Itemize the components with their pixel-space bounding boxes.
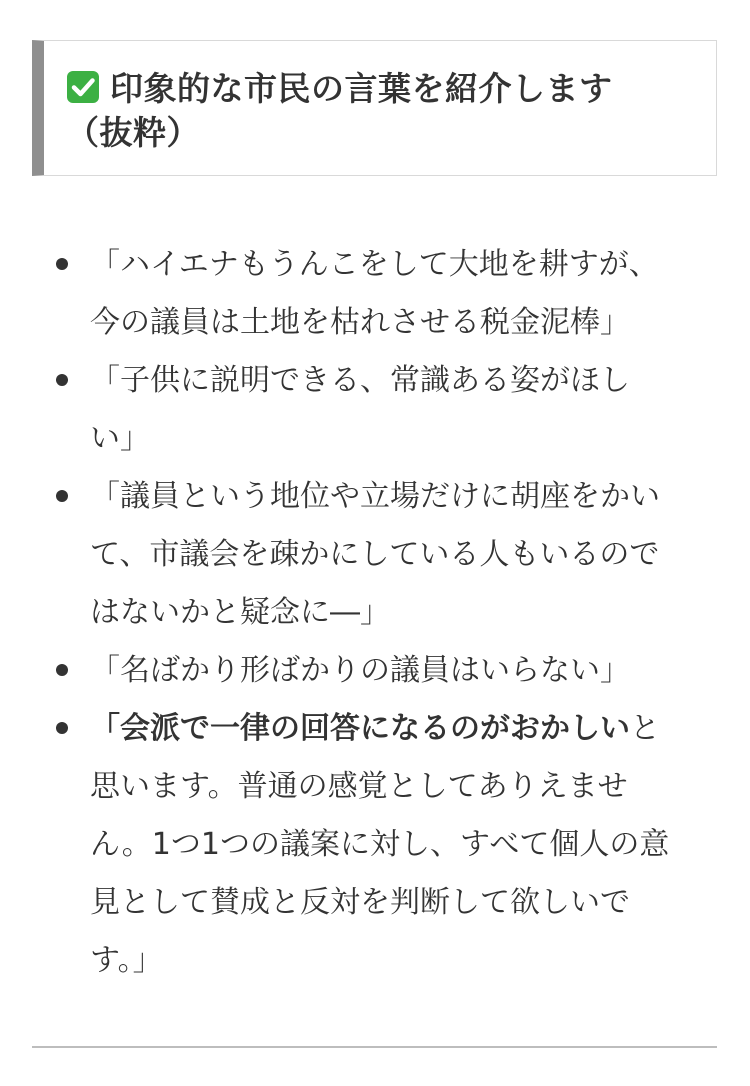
section-heading-box [32,40,717,176]
heading-line-2: （抜粋） [66,113,200,152]
quote-text: 「名ばかり形ばかりの議員はいらない」 [90,653,630,688]
quote-emphasis: 「会派で一律の回答になるのがおかしい [90,711,630,746]
bullet-icon [56,374,68,386]
bullet-icon [56,490,68,502]
list-item [52,468,722,642]
quote-text: 「子供に説明できる、常識ある姿がほし い」 [90,363,630,456]
quote-list [52,236,722,990]
list-item [52,642,722,700]
list-item [52,352,722,468]
quote-text [90,700,722,990]
heading-line-1: 印象的な市民の言葉を紹介します [110,69,613,108]
quote-continuation: と 思います。普通の感覚としてありえませ ん。1つ1つの議案に対し、すべて個人の意 見として賛成と反対を判断して欲しいで す。」 [90,711,670,978]
bullet-icon [56,722,68,734]
section-heading [66,67,696,155]
quote-text: 「ハイエナもうんこをして大地を耕すが、 今の議員は土地を枯れさせる税金泥棒」 [90,247,659,340]
bullet-icon [56,258,68,270]
list-item [52,700,722,990]
check-mark-button-icon [66,70,100,104]
list-item [52,236,722,352]
quote-text: 「議員という地位や立場だけに胡座をかい て、市議会を疎かにしている人もいるので はないかと疑念に―」 [90,479,660,630]
bullet-icon [56,664,68,676]
section-divider [32,1046,717,1048]
